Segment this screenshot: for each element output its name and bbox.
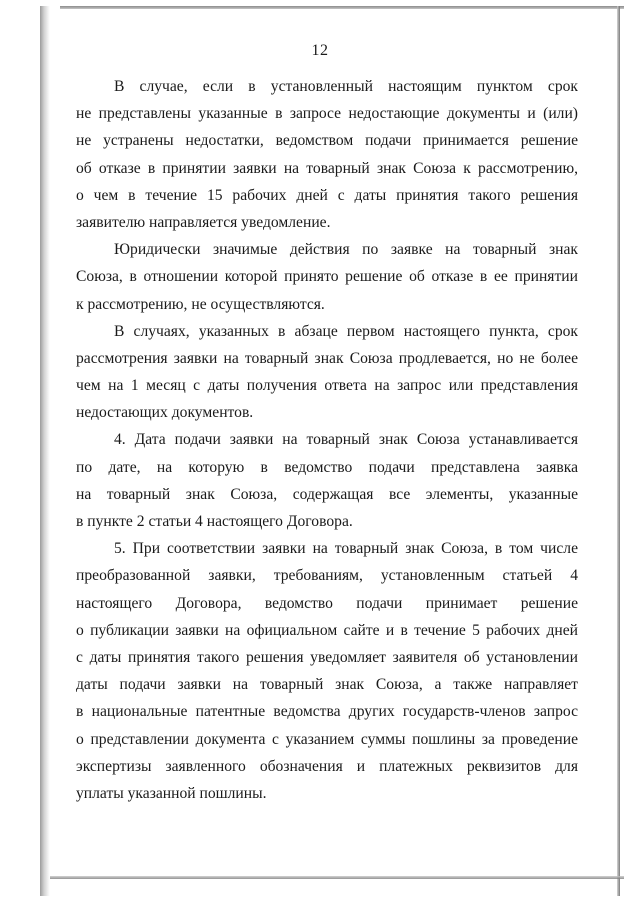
text-line: об отказе в принятии заявки на товарный знак Союза к рассмотрению, — [76, 159, 578, 177]
text-line: 5. При соответствии заявки на товарный знак Союза, в том числе — [114, 540, 578, 558]
text-line: чем на 1 месяц с даты получения ответа на запрос или представления — [76, 377, 578, 395]
scan-edge-right — [617, 6, 620, 896]
text-line: о представлении документа с указанием суммы пошлины за проведение — [76, 730, 578, 748]
text-line: не устранены недостатки, ведомством подачи принимается решение — [76, 132, 578, 150]
text-line: заявителю направляется уведомление. — [76, 213, 331, 231]
text-line: В случае, если в установленный настоящим пунктом срок — [114, 78, 578, 95]
text-line: в национальные патентные ведомства других государств-членов запрос — [76, 703, 578, 721]
text-line: 4. Дата подачи заявки на товарный знак Союза устанавливается — [114, 431, 578, 449]
text-line: Союза, в отношении которой принято решение об отказе в ее принятии — [76, 268, 578, 286]
text-line: уплаты указанной пошлины. — [76, 784, 267, 802]
document-body — [76, 73, 578, 807]
text-line: Юридически значимые действия по заявке на товарный знак — [114, 241, 578, 259]
text-line: настоящего Договора, ведомство подачи принимает решение — [76, 594, 578, 612]
text-line: о публикации заявки на официальном сайте и в течение 5 рабочих дней — [76, 621, 578, 639]
text-line: В случаях, указанных в абзаце первом настоящего пункта, срок — [114, 322, 578, 340]
scan-edge-top — [60, 6, 624, 9]
text-line: с даты принятия такого решения уведомляет заявителя об установлении — [76, 648, 578, 666]
text-line: о чем в течение 15 рабочих дней с даты принятия такого решения — [76, 186, 578, 204]
page-number: 12 — [311, 42, 329, 59]
text-line: по дате, на которую в ведомство подачи представлена заявка — [76, 458, 578, 476]
text-line: на товарный знак Союза, содержащая все элементы, указанные — [76, 485, 578, 503]
text-line: недостающих документов. — [76, 404, 254, 422]
text-line: к рассмотрению, не осуществляются. — [76, 295, 325, 313]
text-line: преобразованной заявки, требованиям, установленным статьей 4 — [76, 567, 578, 585]
text-line: даты подачи заявки на товарный знак Союза, а также направляет — [76, 676, 578, 694]
text-line: в пункте 2 статьи 4 настоящего Договора. — [76, 513, 353, 530]
scan-edge-bottom — [50, 876, 624, 879]
scan-edge-left — [40, 6, 50, 896]
text-line: не представлены указанные в запросе недостающие документы и (или) — [76, 105, 578, 123]
text-line: рассмотрения заявки на товарный знак Союза продлевается, но не более — [76, 349, 578, 367]
text-line: экспертизы заявленного обозначения и платежных реквизитов для — [76, 757, 578, 775]
